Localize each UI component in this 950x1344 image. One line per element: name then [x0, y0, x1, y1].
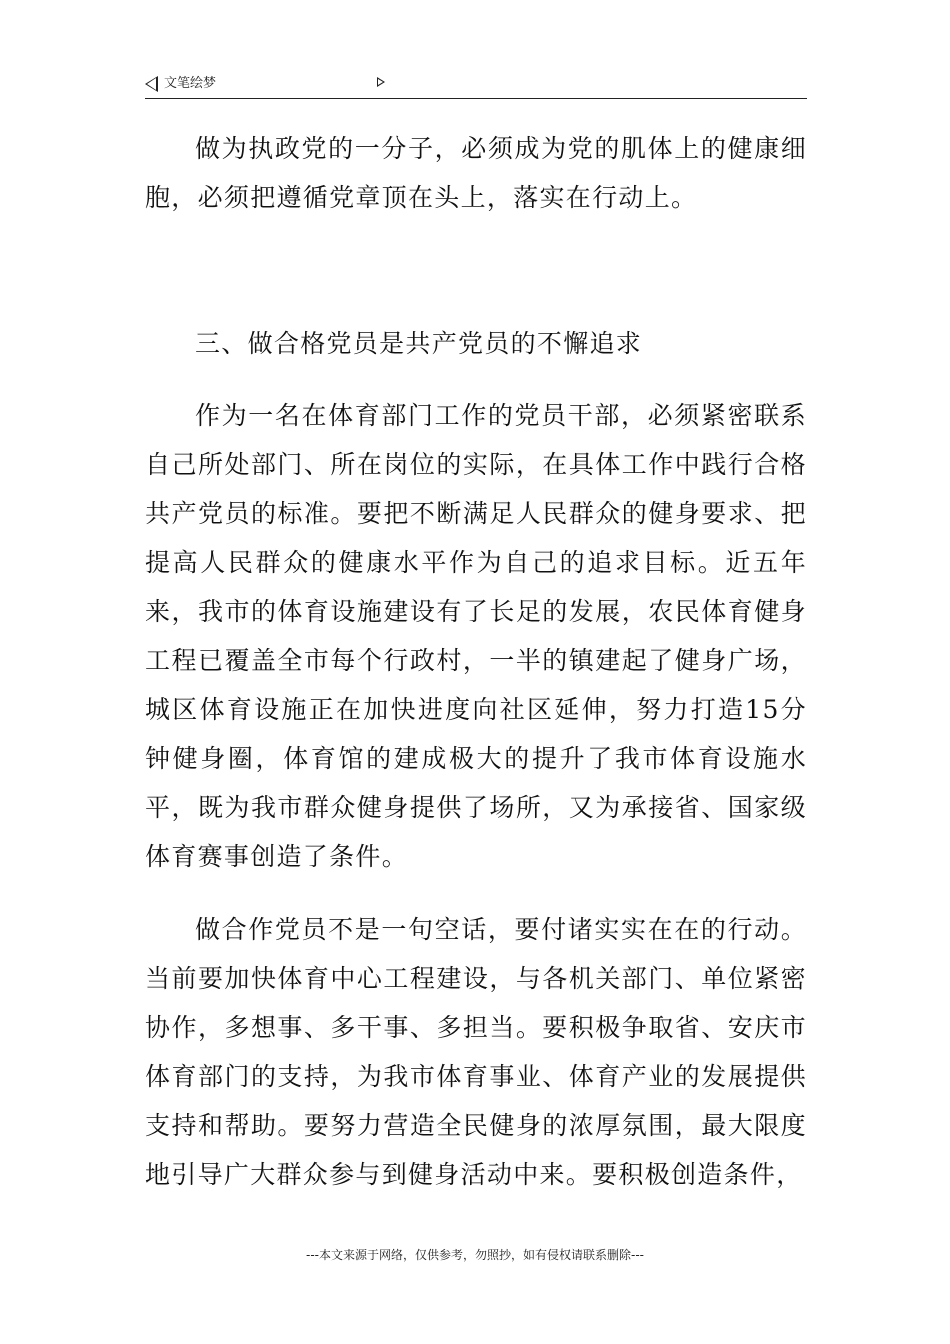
paragraph-2: 作为一名在体育部门工作的党员干部，必须紧密联系自己所处部门、所在岗位的实际，在具体工作中践行合格共产党员的标准。要把不断满足人民群众的健身要求、把提高人民群众的健康水平作为自己的追求目标。近五年来，我市的体育设施建设有了长足的发展，农民体育健身工程已覆盖全市每个行政村，一半的镇建起了健身广场，城区体育设施正在加快进度向社区延伸，努力打造15分钟健身圈，体育馆的建成极大的提升了我市体育设施水平，既为我市群众健身提供了场所，又为承接省、国家级体育赛事创造了条件。 — [145, 401, 807, 871]
right-triangle-icon — [377, 77, 385, 87]
page-header — [145, 72, 807, 99]
document-body — [145, 124, 807, 1199]
header-brand: 文笔绘梦 — [164, 76, 217, 91]
section-heading: 三、做合格党员是共产党员的不懈追求 — [195, 329, 643, 358]
left-triangle-icon — [145, 76, 158, 92]
paragraph-3: 做合作党员不是一句空话，要付诸实实在在的行动。当前要加快体育中心工程建设，与各机关部门、单位紧密协作，多想事、多干事、多担当。要积极争取省、安庆市体育部门的支持，为我市体育事业、体育产业的发展提供支持和帮助。要努力营造全民健身的浓厚氛围，最大限度地引导广大群众参与到健身活动中来。要积极创造条件， — [145, 915, 807, 1189]
paragraph-1: 做为执政党的一分子，必须成为党的肌体上的健康细胞，必须把遵循党章顶在头上，落实在行动上。 — [145, 134, 807, 212]
page-footer: ---本文来源于网络，仅供参考，勿照抄，如有侵权请联系删除--- — [306, 1248, 644, 1262]
